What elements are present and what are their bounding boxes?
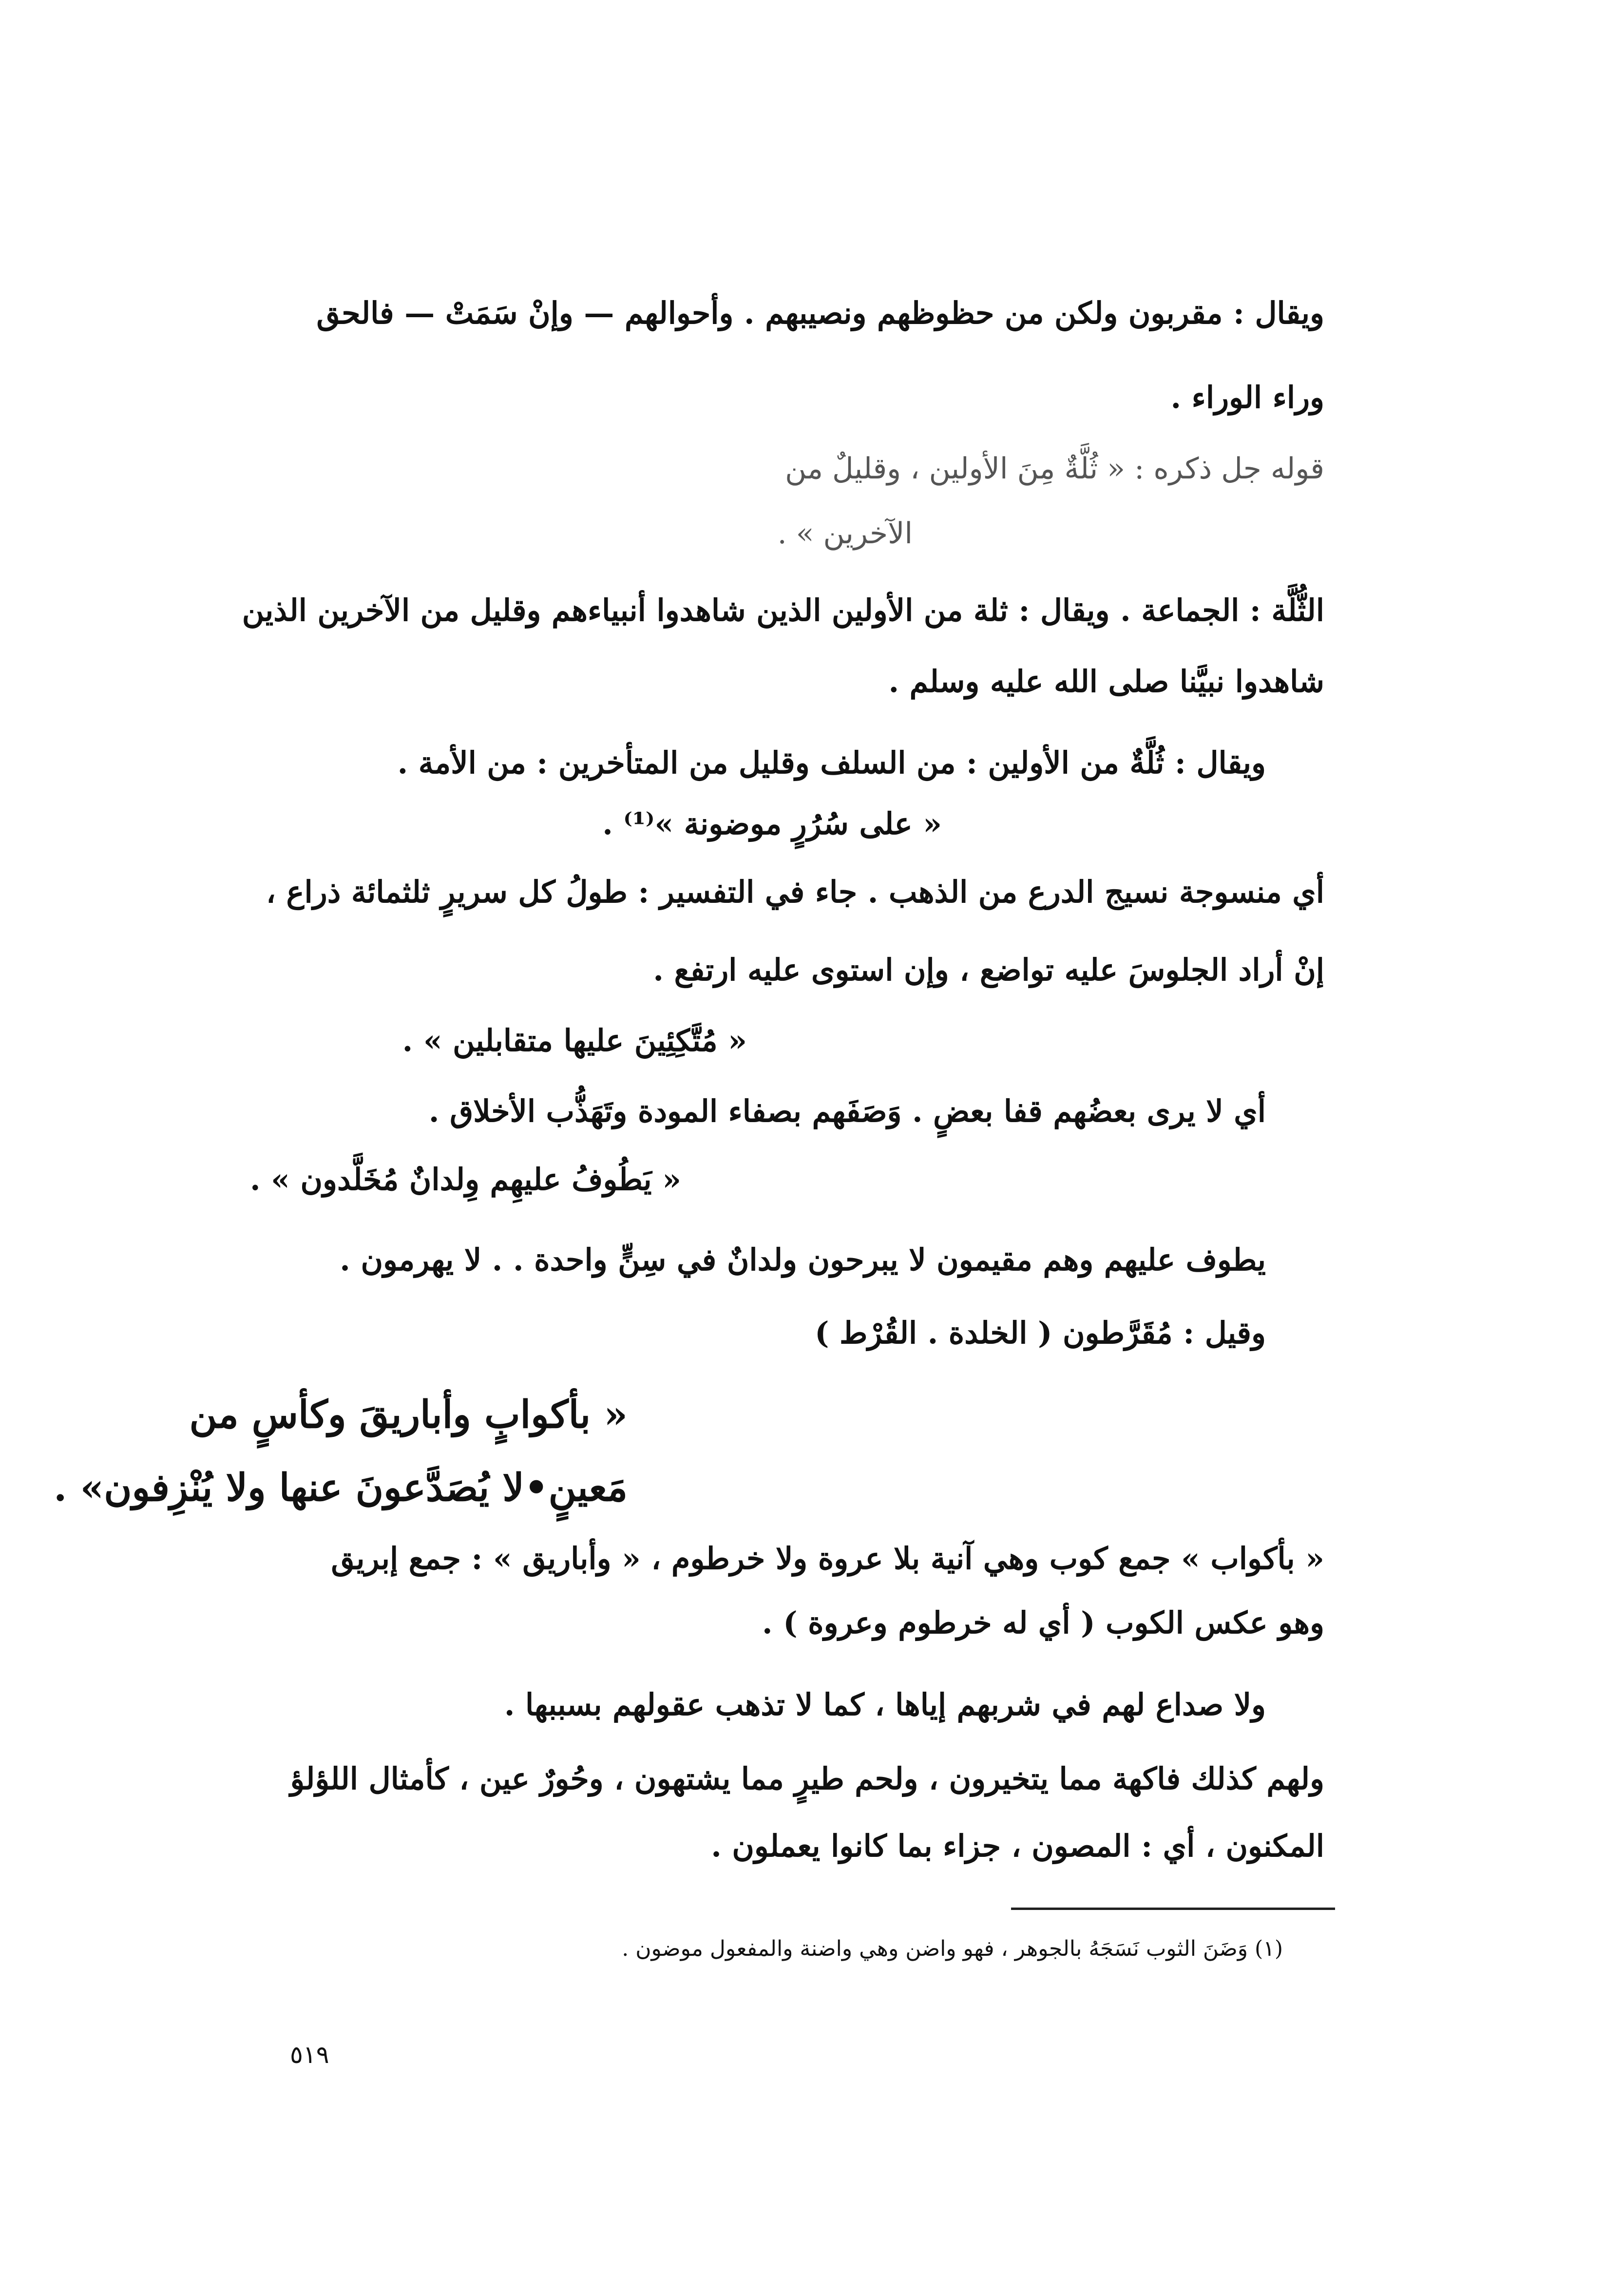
text-line: وراء الوراء . <box>1170 380 1324 415</box>
verse-heading-line: قوله جل ذكره : « ثُلَّةٌ مِنَ الأولين ، وقليلٌ من <box>785 452 1324 486</box>
text-line: أي لا يرى بعضُهم قفا بعضٍ . وَصَفَهم بصفاء المودة وتَهَذُّب الأخلاق . <box>428 1093 1266 1129</box>
quran-verse-line: « بأكوابٍ وأباريقَ وكأسٍ من <box>189 1393 628 1437</box>
text-line: وهو عكس الكوب ( أي له خرطوم وعروة ) . <box>762 1605 1324 1641</box>
quran-verse-line: « مُتَّكِئِينَ عليها متقابلين » . <box>402 1023 747 1058</box>
text-line: ولا صداع لهم في شربهم إياها ، كما لا تذهب عقولهم بسببها . <box>504 1687 1266 1722</box>
text-line: المكنون ، أي : المصون ، جزاء بما كانوا يعملون . <box>711 1828 1324 1864</box>
text-line: الثُّلَّة : الجماعة . ويقال : ثلة من الأولين الذين شاهدوا أنبياءهم وقليل من الآخرين الذين <box>242 592 1324 628</box>
verse-heading-line: الآخرين » . <box>777 516 913 551</box>
text-line: ولهم كذلك فاكهة مما يتخيرون ، ولحم طيرٍ مما يشتهون ، وحُورٌ عين ، كأمثال اللؤلؤ <box>290 1761 1324 1796</box>
text-line: « بأكواب » جمع كوب وهي آنية بلا عروة ولا خرطوم ، « وأباريق » : جمع إبريق <box>331 1541 1324 1576</box>
text-line: شاهدوا نبيَّنا صلى الله عليه وسلم . <box>888 664 1324 699</box>
text-line: أي منسوجة نسيج الدرع من الذهب . جاء في التفسير : طولُ كل سريرٍ ثلثمائة ذراع ، <box>266 874 1324 910</box>
footnote-divider <box>1011 1908 1335 1910</box>
text-line: ويقال : ثُلَّةٌ من الأولين : من السلف وقليل من المتأخرين : من الأمة . <box>397 745 1266 781</box>
text-line: وقيل : مُقَرَّطون ( الخلدة . القُرْط ) <box>815 1315 1266 1351</box>
footnote: (١) وَضَنَ الثوب نَسَجَهُ بالجوهر ، فهو واضن وهي واضنة والمفعول موضون . <box>622 1936 1283 1961</box>
text-line: يطوف عليهم وهم مقيمون لا يبرحون ولدانٌ في سِنٍّ واحدة . . لا يهرمون . <box>340 1242 1266 1278</box>
quran-verse-line: مَعينٍ•لا يُصَدَّعونَ عنها ولا يُنْزِفون» . <box>54 1466 628 1510</box>
quran-verse-line: « على سُرُرٍ موضونة »⁽¹⁾ . <box>602 806 942 841</box>
text-line: إنْ أراد الجلوسَ عليه تواضع ، وإن استوى عليه ارتفع . <box>653 952 1324 988</box>
page-number: ٥١٩ <box>290 2041 329 2069</box>
text-line: ويقال : مقربون ولكن من حظوظهم ونصيبهم . وأحوالهم — وإنْ سَمَتْ — فالحق <box>316 295 1324 331</box>
quran-verse-line: « يَطُوفُ عليهِم وِلدانٌ مُخَلَّدون » . <box>250 1162 681 1197</box>
